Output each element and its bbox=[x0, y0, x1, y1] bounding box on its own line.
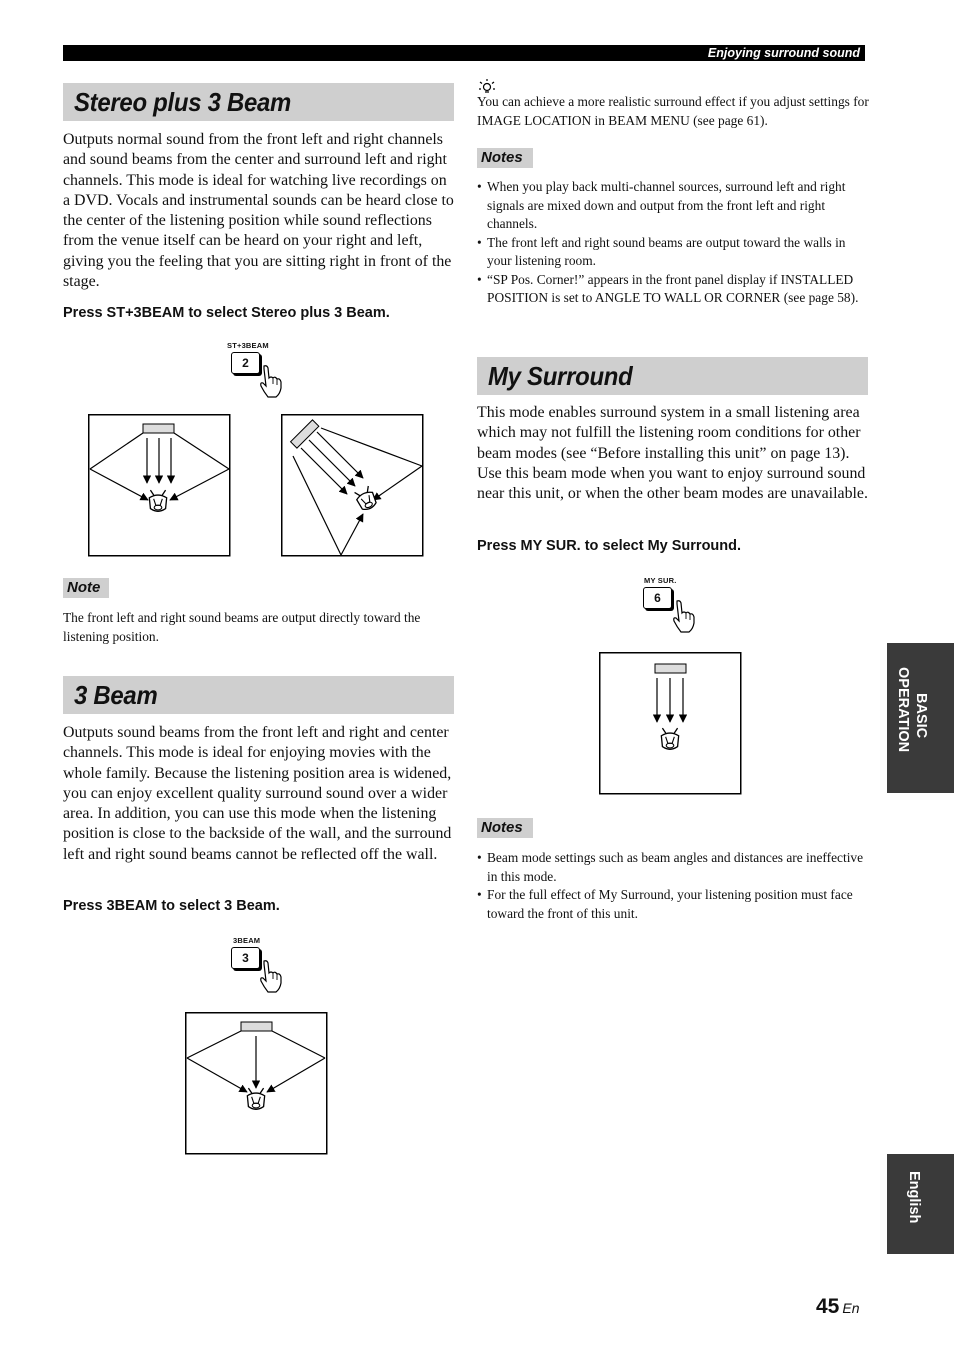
3beam-button-label: 3BEAM bbox=[233, 936, 261, 945]
hand-pointer-icon bbox=[671, 599, 697, 633]
language-suffix: En bbox=[842, 1300, 860, 1316]
beam3-press-instruction: Press 3BEAM to select 3 Beam. bbox=[63, 898, 280, 914]
mysurround-body: This mode enables surround system in a small listening area which may not fulfill the listening room conditions for other beam modes (see “Before installing this unit” on page 13). Use this beam mode when you want to enjoy surround sound near this unit, or when the other beam modes are unavailable. bbox=[477, 404, 868, 503]
mysurround-press-instruction: Press MY SUR. to select My Surround. bbox=[477, 538, 742, 554]
side-tab-line-1: BASIC bbox=[913, 693, 929, 739]
st-3beam-button-label: ST+3BEAM bbox=[227, 341, 269, 350]
button-key: 6 bbox=[643, 587, 672, 609]
speaker-unit-icon bbox=[241, 1022, 272, 1031]
hand-pointer-icon bbox=[258, 959, 284, 993]
note-label-box: Note bbox=[63, 578, 109, 598]
heading-stereo-plus-3-beam: Stereo plus 3 Beam bbox=[63, 83, 454, 121]
list-item: • “SP Pos. Corner!” appears in the front panel display if INSTALLED POSITION is set to ANGLE TO WALL OR CORNER (see page 58). bbox=[477, 271, 867, 308]
st-3beam-button-illustration bbox=[225, 340, 295, 400]
tip-lightbulb-icon bbox=[478, 78, 496, 94]
stereo3-note: The front left and right sound beams are output directly toward the listening position. bbox=[63, 610, 421, 644]
stereo3-press-instruction: Press ST+3BEAM to select Stereo plus 3 Beam. bbox=[63, 305, 390, 321]
list-item: • When you play back multi-channel sources, surround left and right signals are mixed down and output from the front left and right channels. bbox=[477, 178, 867, 234]
notes-label-box: Notes bbox=[477, 148, 533, 168]
page-number: 45 En bbox=[816, 1295, 860, 1318]
diagram-stereo3-angled bbox=[281, 414, 425, 558]
diagram-stereo3-front bbox=[88, 414, 232, 558]
side-tab-basic-operation[interactable] bbox=[887, 643, 954, 793]
header-bar bbox=[63, 45, 865, 61]
section-title: Enjoying surround sound bbox=[707, 46, 860, 60]
beam3-body: Outputs sound beams from the front left and right and center channels. This mode is ideal for enjoying movies with the whole family. Because the listening position area is widened, you can enjoy excellent quality surround sound over a wider area. In addition, you can use this mode when the listening position is close to the backside of the wall, and the surround left and right sound beams cannot be reflected off the wall. bbox=[63, 724, 452, 863]
speaker-unit-icon bbox=[143, 424, 174, 433]
list-item: • Beam mode settings such as beam angles and distances are ineffective in this mode. bbox=[477, 849, 867, 886]
heading-my-surround: My Surround bbox=[477, 357, 868, 395]
my-sur-button-label: MY SUR. bbox=[644, 576, 677, 585]
list-item: • The front left and right sound beams are output toward the walls in your listening room. bbox=[477, 234, 867, 271]
side-tab-line-2: OPERATION bbox=[895, 667, 911, 753]
my-sur-button-illustration bbox=[640, 575, 710, 635]
diagram-3-beam bbox=[185, 1012, 329, 1156]
notes-label-box-2: Notes bbox=[477, 818, 533, 838]
list-item: • For the full effect of My Surround, your listening position must face toward the front of this unit. bbox=[477, 886, 867, 923]
side-tab-language: English bbox=[906, 1171, 922, 1224]
stereo3-body: Outputs normal sound from the front left and right channels and sound beams from the center and surround left and right channels. This mode is ideal for watching live recordings on a DVD. Vocals and instrumental sounds can be heard close to the center of the listening position while sound reflections from the venue itself can be heard on your right and left, giving you the feeling that you are sitting right in front of the stage. bbox=[63, 131, 454, 291]
side-tab-english[interactable] bbox=[887, 1154, 954, 1254]
button-key: 3 bbox=[231, 947, 260, 969]
button-key: 2 bbox=[231, 352, 260, 374]
3beam-button-illustration bbox=[227, 935, 297, 995]
hand-pointer-icon bbox=[258, 364, 284, 398]
notes-list-2 bbox=[477, 849, 867, 923]
notes-list-1 bbox=[477, 178, 867, 308]
diagram-my-surround bbox=[599, 652, 743, 796]
speaker-unit-icon bbox=[655, 664, 686, 673]
heading-3-beam: 3 Beam bbox=[63, 676, 454, 714]
tip-text: You can achieve a more realistic surround effect if you adjust settings for IMAGE LOCATION in BEAM MENU (see page 61). bbox=[477, 94, 869, 128]
